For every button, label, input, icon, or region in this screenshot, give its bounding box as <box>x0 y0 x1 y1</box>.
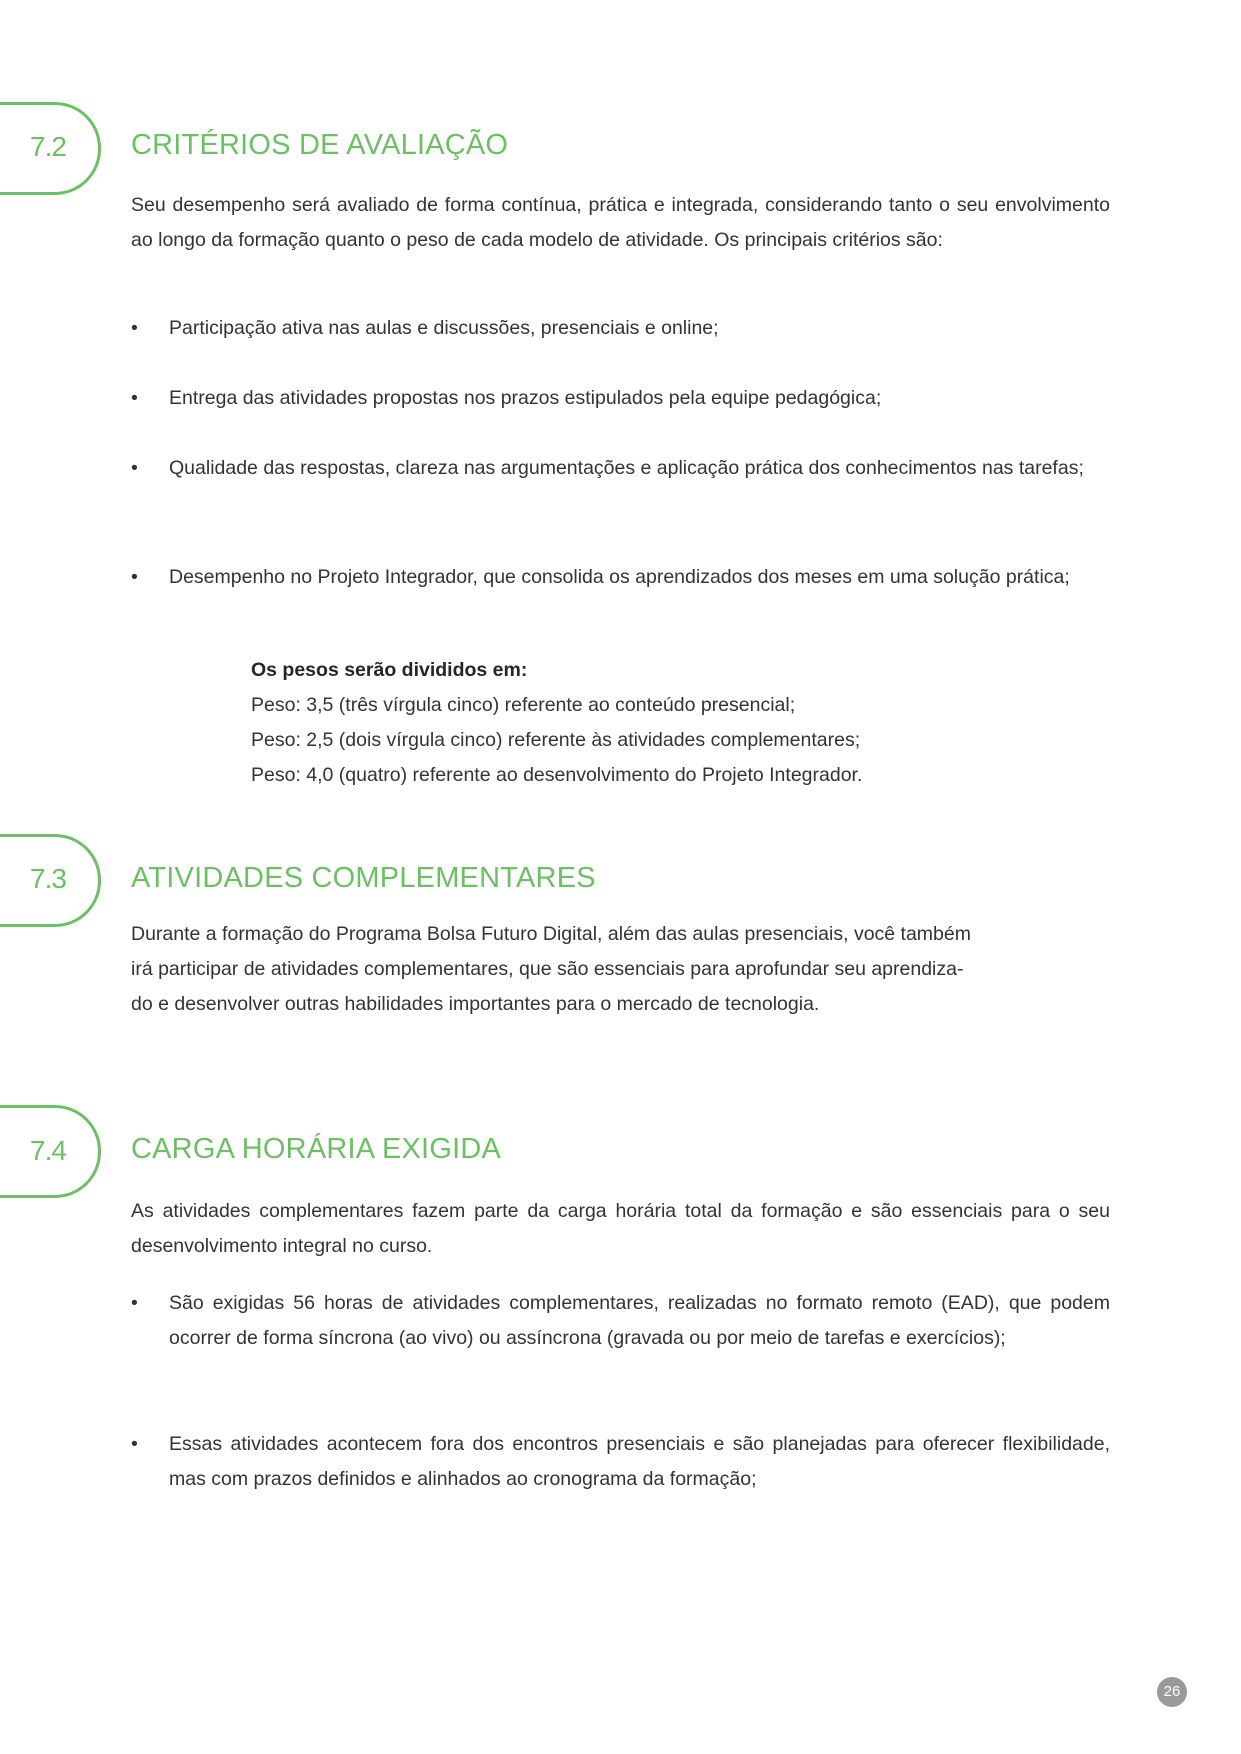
section-intro: As atividades complementares fazem parte da carga horária total da formação e são essenciais para o seu desenvolvimento integral no curso. <box>131 1200 1110 1257</box>
page-number-badge: 26 <box>1157 1677 1187 1707</box>
list-item <box>131 381 1110 416</box>
bullet-icon: • <box>131 1292 138 1314</box>
list-item <box>131 1286 1110 1356</box>
section-title: CARGA HORÁRIA EXIGIDA <box>131 1133 502 1165</box>
list-item-text: São exigidas 56 horas de atividades complementares, realizadas no formato remoto (EAD), que podem ocorrer de forma síncrona (ao vivo) ou assíncrona (gravada ou por meio de tarefas e exercícios); <box>169 1292 1110 1349</box>
section-number: 7.2 <box>30 131 66 162</box>
weight-line: Peso: 4,0 (quatro) referente ao desenvolvimento do Projeto Integrador. <box>251 764 863 786</box>
list-item <box>131 451 1110 486</box>
intro-line: Durante a formação do Programa Bolsa Futuro Digital, além das aulas presenciais, você também <box>131 923 971 945</box>
bullet-icon: • <box>131 317 138 339</box>
weights-heading: Os pesos serão divididos em: <box>251 659 528 681</box>
list-item <box>131 311 1110 346</box>
weight-line: Peso: 3,5 (três vírgula cinco) referente ao conteúdo presencial; <box>251 694 796 716</box>
weight-line: Peso: 2,5 (dois vírgula cinco) referente às atividades complementares; <box>251 729 861 751</box>
list-item-text: Entrega das atividades propostas nos prazos estipulados pela equipe pedagógica; <box>169 387 882 409</box>
section-intro <box>131 917 1110 1022</box>
section-title: CRITÉRIOS DE AVALIAÇÃO <box>131 129 509 161</box>
bullet-icon: • <box>131 1433 138 1455</box>
intro-line: do e desenvolver outras habilidades importantes para o mercado de tecnologia. <box>131 993 820 1015</box>
section-intro: Seu desempenho será avaliado de forma contínua, prática e integrada, considerando tanto o seu envolvimento ao longo da formação quanto o peso de cada modelo de atividade. Os principais critérios são: <box>131 194 1110 251</box>
list-item-text: Participação ativa nas aulas e discussões, presenciais e online; <box>169 317 719 339</box>
list-item <box>131 560 1110 595</box>
bullet-icon: • <box>131 566 138 588</box>
section-title: ATIVIDADES COMPLEMENTARES <box>131 862 596 894</box>
weights-block <box>251 653 1111 793</box>
list-item <box>131 1427 1110 1497</box>
list-item-text: Essas atividades acontecem fora dos encontros presenciais e são planejadas para oferecer flexibilidade, mas com prazos definidos e alinhados ao cronograma da formação; <box>169 1433 1110 1490</box>
list-item-text: Qualidade das respostas, clareza nas argumentações e aplicação prática dos conhecimentos nas tarefas; <box>169 457 1084 479</box>
intro-line: irá participar de atividades complementares, que são essenciais para aprofundar seu aprendiza- <box>131 958 964 980</box>
section-number: 7.4 <box>30 1135 66 1166</box>
bullet-icon: • <box>131 387 138 409</box>
bullet-icon: • <box>131 457 138 479</box>
list-item-text: Desempenho no Projeto Integrador, que consolida os aprendizados dos meses em uma solução prática; <box>169 566 1070 588</box>
section-number: 7.3 <box>30 863 66 894</box>
